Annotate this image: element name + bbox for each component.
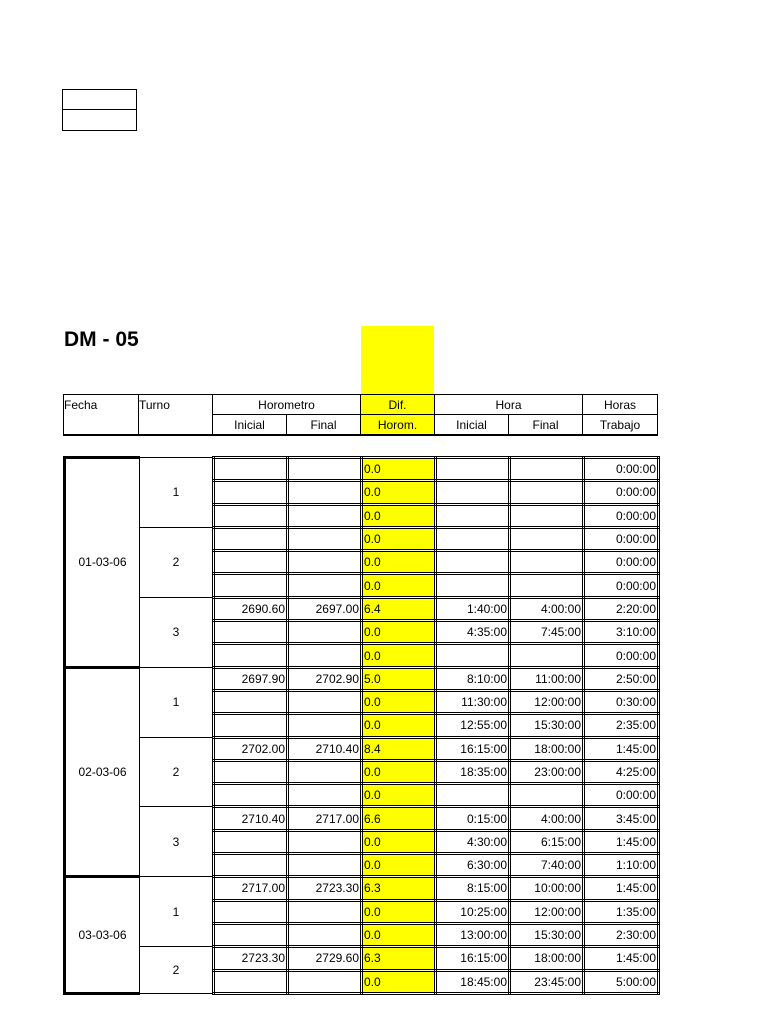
hora-final-cell: 4:00:00	[510, 597, 584, 620]
dif-horom-cell: 0.0	[362, 527, 436, 550]
horometro-inicial-cell	[214, 970, 288, 993]
horometro-inicial-cell	[214, 621, 288, 644]
hora-final-cell: 10:00:00	[510, 877, 584, 900]
col-dif-1: Dif.	[361, 395, 435, 415]
horas-trabajo-cell: 0:00:00	[584, 481, 659, 504]
horometro-final-cell	[288, 970, 362, 993]
horas-trabajo-cell: 2:30:00	[584, 923, 659, 946]
col-turno: Turno	[139, 395, 213, 436]
dif-horom-cell: 0.0	[362, 644, 436, 667]
dif-horom-cell: 0.0	[362, 690, 436, 713]
col-horometro-inicial: Inicial	[213, 415, 287, 436]
horas-trabajo-cell: 4:25:00	[584, 760, 659, 783]
horometro-inicial-cell	[214, 830, 288, 853]
horometro-inicial-cell	[214, 714, 288, 737]
horometro-inicial-cell	[214, 854, 288, 877]
turno-cell: 1	[140, 667, 214, 737]
dif-horom-cell: 0.0	[362, 621, 436, 644]
turno-cell: 1	[140, 458, 214, 528]
horas-trabajo-cell: 3:10:00	[584, 621, 659, 644]
horometro-final-cell	[288, 574, 362, 597]
date-cell: 03-03-06	[65, 877, 140, 993]
horometro-inicial-cell: 2723.30	[214, 947, 288, 970]
hora-final-cell: 18:00:00	[510, 737, 584, 760]
horas-trabajo-cell: 1:45:00	[584, 830, 659, 853]
horometro-final-cell	[288, 504, 362, 527]
horas-trabajo-cell: 2:35:00	[584, 714, 659, 737]
horometro-inicial-cell	[214, 504, 288, 527]
hora-final-cell	[510, 481, 584, 504]
hora-final-cell: 23:45:00	[510, 970, 584, 993]
horometro-final-cell	[288, 621, 362, 644]
dif-horom-cell: 8.4	[362, 737, 436, 760]
header-box-2	[62, 109, 137, 131]
horometro-final-cell: 2710.40	[288, 737, 362, 760]
table-row	[65, 877, 659, 900]
horometro-final-cell	[288, 784, 362, 807]
col-horometro-final: Final	[287, 415, 361, 436]
hora-inicial-cell: 8:10:00	[436, 667, 510, 690]
hora-final-cell: 4:00:00	[510, 807, 584, 830]
hora-final-cell	[510, 504, 584, 527]
dif-horom-cell: 0.0	[362, 574, 436, 597]
hora-inicial-cell	[436, 504, 510, 527]
horometro-final-cell	[288, 760, 362, 783]
dif-horom-cell: 0.0	[362, 784, 436, 807]
table-header	[63, 394, 658, 436]
table-row	[65, 597, 659, 620]
horometro-final-cell	[288, 644, 362, 667]
date-cell: 02-03-06	[65, 667, 140, 877]
hora-final-cell: 6:15:00	[510, 830, 584, 853]
horas-trabajo-cell: 1:10:00	[584, 854, 659, 877]
horometro-inicial-cell	[214, 527, 288, 550]
table-row	[65, 947, 659, 970]
hora-final-cell	[510, 644, 584, 667]
col-horometro: Horometro	[213, 395, 361, 415]
horas-trabajo-cell: 0:00:00	[584, 504, 659, 527]
hora-final-cell: 7:45:00	[510, 621, 584, 644]
horas-trabajo-cell: 1:45:00	[584, 877, 659, 900]
horometro-inicial-cell	[214, 481, 288, 504]
horometro-inicial-cell	[214, 458, 288, 481]
horometro-final-cell	[288, 923, 362, 946]
horometro-inicial-cell	[214, 690, 288, 713]
horas-trabajo-cell: 0:00:00	[584, 784, 659, 807]
hora-inicial-cell: 11:30:00	[436, 690, 510, 713]
hora-inicial-cell: 18:45:00	[436, 970, 510, 993]
turno-cell: 2	[140, 947, 214, 994]
horometro-final-cell	[288, 551, 362, 574]
horometro-final-cell: 2697.00	[288, 597, 362, 620]
hora-inicial-cell	[436, 574, 510, 597]
table-row	[65, 737, 659, 760]
hora-final-cell: 7:40:00	[510, 854, 584, 877]
hora-final-cell: 12:00:00	[510, 900, 584, 923]
horometro-final-cell	[288, 714, 362, 737]
horas-trabajo-cell: 2:50:00	[584, 667, 659, 690]
hora-inicial-cell: 1:40:00	[436, 597, 510, 620]
horometro-final-cell	[288, 854, 362, 877]
horometro-inicial-cell	[214, 900, 288, 923]
dif-horom-cell: 0.0	[362, 504, 436, 527]
horas-trabajo-cell: 2:20:00	[584, 597, 659, 620]
table-row	[65, 527, 659, 550]
header-box-1	[62, 89, 137, 110]
horometro-final-cell	[288, 527, 362, 550]
horometro-inicial-cell	[214, 574, 288, 597]
horometro-final-cell	[288, 900, 362, 923]
hora-inicial-cell: 8:15:00	[436, 877, 510, 900]
dif-horom-cell: 5.0	[362, 667, 436, 690]
horometro-final-cell	[288, 830, 362, 853]
hora-inicial-cell	[436, 481, 510, 504]
hora-inicial-cell	[436, 458, 510, 481]
hora-final-cell: 12:00:00	[510, 690, 584, 713]
horometro-final-cell	[288, 458, 362, 481]
turno-cell: 2	[140, 737, 214, 807]
horas-trabajo-cell: 3:45:00	[584, 807, 659, 830]
table-row	[65, 667, 659, 690]
dif-horom-cell: 0.0	[362, 923, 436, 946]
hora-inicial-cell	[436, 527, 510, 550]
hora-final-cell	[510, 458, 584, 481]
horometro-final-cell: 2723.30	[288, 877, 362, 900]
dif-horom-cell: 0.0	[362, 900, 436, 923]
data-table	[63, 456, 660, 995]
horometro-final-cell	[288, 690, 362, 713]
hora-final-cell: 15:30:00	[510, 923, 584, 946]
horometro-inicial-cell: 2697.90	[214, 667, 288, 690]
hora-inicial-cell: 12:55:00	[436, 714, 510, 737]
dif-horom-cell: 0.0	[362, 481, 436, 504]
dif-horom-cell: 6.6	[362, 807, 436, 830]
horas-trabajo-cell: 0:00:00	[584, 644, 659, 667]
hora-inicial-cell: 10:25:00	[436, 900, 510, 923]
col-hora-final: Final	[509, 415, 583, 436]
hora-inicial-cell: 0:15:00	[436, 807, 510, 830]
dif-highlight-column	[361, 326, 434, 394]
dif-horom-cell: 0.0	[362, 970, 436, 993]
turno-cell: 2	[140, 527, 214, 597]
horometro-inicial-cell	[214, 644, 288, 667]
dif-horom-cell: 6.3	[362, 877, 436, 900]
hora-inicial-cell: 6:30:00	[436, 854, 510, 877]
dif-horom-cell: 0.0	[362, 458, 436, 481]
horometro-final-cell: 2702.90	[288, 667, 362, 690]
horas-trabajo-cell: 0:00:00	[584, 551, 659, 574]
hora-inicial-cell: 16:15:00	[436, 737, 510, 760]
horas-trabajo-cell: 0:00:00	[584, 527, 659, 550]
hora-inicial-cell: 13:00:00	[436, 923, 510, 946]
hora-final-cell: 23:00:00	[510, 760, 584, 783]
turno-cell: 3	[140, 807, 214, 877]
horas-trabajo-cell: 0:30:00	[584, 690, 659, 713]
hora-final-cell: 11:00:00	[510, 667, 584, 690]
horas-trabajo-cell: 0:00:00	[584, 574, 659, 597]
horas-trabajo-cell: 1:45:00	[584, 737, 659, 760]
dif-horom-cell: 0.0	[362, 830, 436, 853]
table-row	[65, 458, 659, 481]
hora-final-cell: 15:30:00	[510, 714, 584, 737]
col-hora: Hora	[435, 395, 583, 415]
hora-inicial-cell	[436, 784, 510, 807]
horometro-final-cell	[288, 481, 362, 504]
horometro-inicial-cell: 2710.40	[214, 807, 288, 830]
hora-inicial-cell: 18:35:00	[436, 760, 510, 783]
horometro-inicial-cell	[214, 760, 288, 783]
hora-inicial-cell: 16:15:00	[436, 947, 510, 970]
horometro-inicial-cell: 2690.60	[214, 597, 288, 620]
dif-horom-cell: 0.0	[362, 854, 436, 877]
horometro-inicial-cell: 2702.00	[214, 737, 288, 760]
hora-final-cell	[510, 527, 584, 550]
date-cell: 01-03-06	[65, 458, 140, 668]
hora-final-cell	[510, 574, 584, 597]
hora-inicial-cell	[436, 551, 510, 574]
page-title: DM - 05	[64, 328, 139, 351]
dif-horom-cell: 6.4	[362, 597, 436, 620]
col-fecha: Fecha	[64, 395, 139, 436]
dif-horom-cell: 0.0	[362, 760, 436, 783]
dif-horom-cell: 6.3	[362, 947, 436, 970]
horas-trabajo-cell: 5:00:00	[584, 970, 659, 993]
dif-horom-cell: 0.0	[362, 714, 436, 737]
horometro-final-cell: 2729.60	[288, 947, 362, 970]
horometro-inicial-cell	[214, 923, 288, 946]
hora-inicial-cell	[436, 644, 510, 667]
horometro-inicial-cell	[214, 551, 288, 574]
col-hora-inicial: Inicial	[435, 415, 509, 436]
hora-final-cell	[510, 551, 584, 574]
hora-inicial-cell: 4:30:00	[436, 830, 510, 853]
dif-horom-cell: 0.0	[362, 551, 436, 574]
hora-inicial-cell: 4:35:00	[436, 621, 510, 644]
turno-cell: 3	[140, 597, 214, 667]
col-horas-2: Trabajo	[583, 415, 658, 436]
turno-cell: 1	[140, 877, 214, 947]
col-horas-1: Horas	[583, 395, 658, 415]
table-row	[65, 807, 659, 830]
horas-trabajo-cell: 1:45:00	[584, 947, 659, 970]
horometro-inicial-cell	[214, 784, 288, 807]
hora-final-cell	[510, 784, 584, 807]
horometro-final-cell: 2717.00	[288, 807, 362, 830]
horas-trabajo-cell: 0:00:00	[584, 458, 659, 481]
hora-final-cell: 18:00:00	[510, 947, 584, 970]
horometro-inicial-cell: 2717.00	[214, 877, 288, 900]
horas-trabajo-cell: 1:35:00	[584, 900, 659, 923]
col-dif-2: Horom.	[361, 415, 435, 436]
